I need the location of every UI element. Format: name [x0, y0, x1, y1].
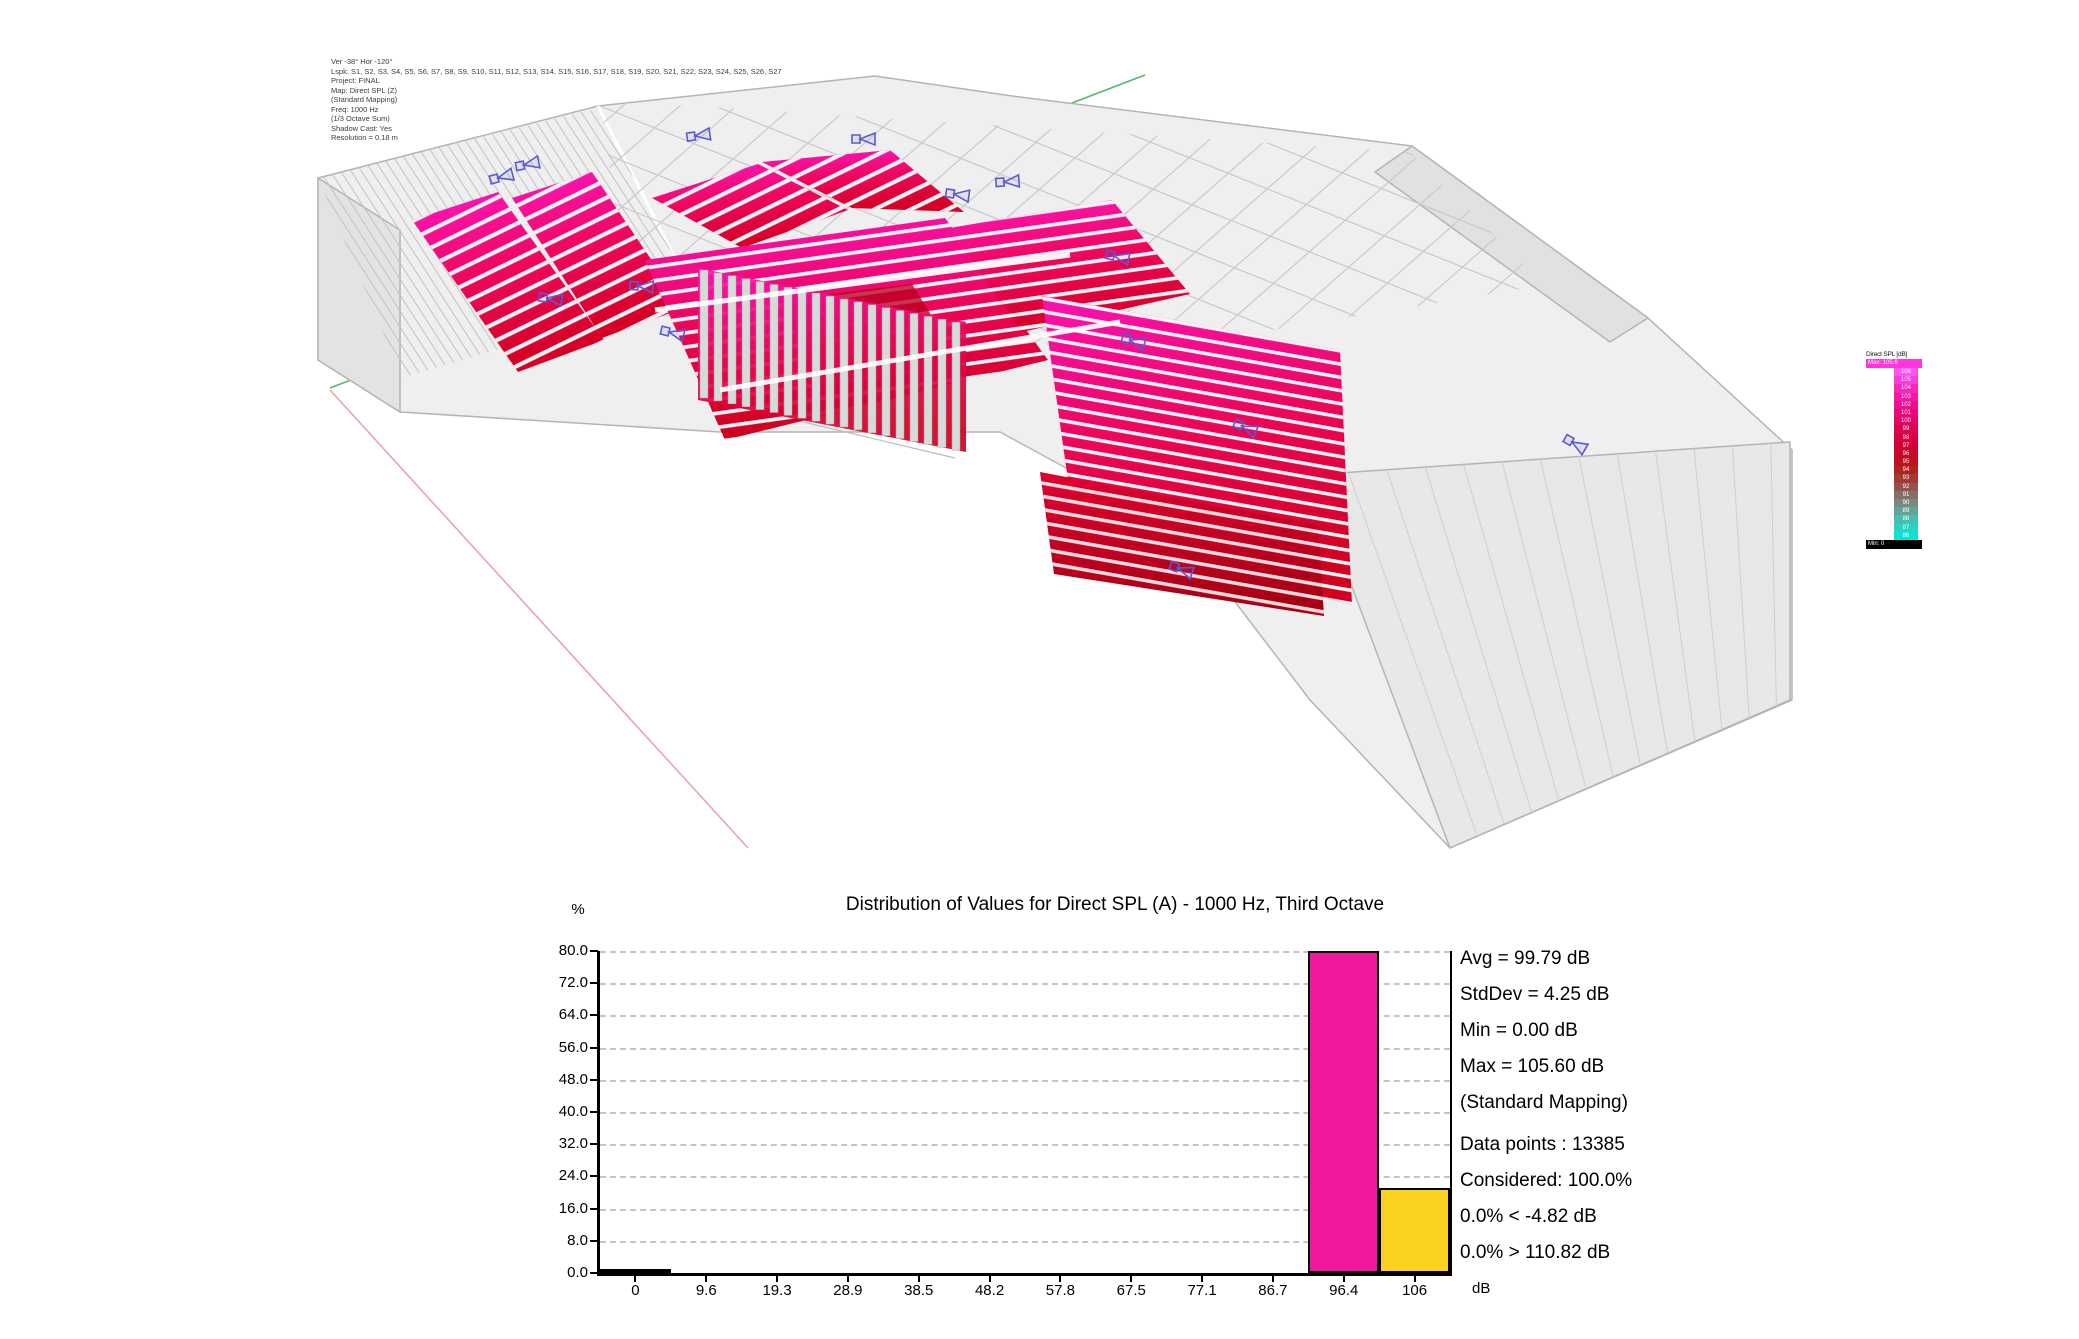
legend-tick: 86	[1894, 532, 1918, 540]
y-axis-tick	[590, 1111, 598, 1113]
y-axis-line	[330, 390, 748, 848]
x-axis-label: 77.1	[1187, 1282, 1217, 1299]
histogram-bar	[1308, 951, 1379, 1273]
stat-line: Considered: 100.0%	[1460, 1170, 1633, 1191]
y-axis-label: 24.0	[558, 1167, 588, 1185]
wall-slat	[938, 319, 946, 447]
map-info-line: (1/3 Octave Sum)	[331, 114, 390, 123]
x-axis-label: 57.8	[1045, 1282, 1075, 1299]
legend-title: Direct SPL [dB]	[1866, 351, 1908, 358]
y-axis-label: 32.0	[558, 1135, 588, 1153]
legend-tick: 103	[1894, 393, 1918, 401]
wall-slat	[910, 314, 918, 442]
x-axis-label: 9.6	[695, 1282, 717, 1299]
wall-slat	[952, 322, 960, 450]
stat-line: Min = 0.00 dB	[1460, 1020, 1578, 1041]
y-axis-tick	[590, 982, 598, 984]
legend-color-bar	[1894, 368, 1918, 540]
y-axis-tick	[590, 950, 598, 952]
x-axis-label: 48.2	[974, 1282, 1005, 1299]
stat-line: Max = 105.60 dB	[1460, 1056, 1605, 1077]
y-axis-tick	[590, 1047, 598, 1049]
x-axis-label: 106	[1402, 1282, 1428, 1299]
legend-tick: 100	[1894, 417, 1918, 425]
y-axis-label: 16.0	[558, 1199, 588, 1217]
stat-line: Avg = 99.79 dB	[1460, 948, 1591, 969]
x-axis-label: 96.4	[1329, 1282, 1359, 1299]
y-axis-tick	[590, 1240, 598, 1242]
x-axis-label: 67.5	[1116, 1282, 1146, 1299]
x-axis-label: 38.5	[904, 1282, 934, 1299]
legend-tick: 93	[1894, 474, 1918, 482]
x-axis-label: 86.7	[1258, 1282, 1288, 1299]
wall-slat	[924, 316, 932, 444]
x-axis-label: 28.9	[833, 1282, 863, 1299]
legend-tick: 105	[1894, 376, 1918, 384]
wall-slat	[812, 293, 820, 421]
legend-min-chip: Min: 0	[1866, 540, 1922, 549]
y-axis-label: 80.0	[558, 942, 588, 959]
histogram-bar	[1379, 1188, 1450, 1273]
wall-slat	[728, 276, 736, 404]
3d-model-view[interactable]	[300, 60, 1800, 860]
legend-tick: 106	[1894, 368, 1918, 376]
y-axis-label: 56.0	[558, 1038, 588, 1056]
wall-slat	[840, 299, 848, 427]
chart-y-unit-label: %	[571, 901, 585, 918]
wall-slat	[770, 285, 778, 413]
chart-title: Distribution of Values for Direct SPL (A) - 1000 Hz, Third Octave	[845, 894, 1385, 915]
y-axis-tick	[590, 1143, 598, 1145]
legend-tick: 92	[1894, 483, 1918, 491]
y-axis-tick	[590, 1272, 598, 1274]
stat-line: (Standard Mapping)	[1460, 1092, 1628, 1113]
map-info-line: Shadow Cast: Yes	[331, 123, 392, 133]
color-scale-legend	[1866, 351, 1922, 549]
map-info-line: Lspk: S1, S2, S3, S4, S5, S6, S7, S8, S9, S10, S11, S12, S13, S14, S15, S16, S17, S18, S19, S20, S21, S22, S23, S24, S25, S26, S27	[331, 66, 782, 76]
y-axis-label: 40.0	[558, 1103, 588, 1120]
legend-max-chip: Max: 105.6	[1866, 359, 1922, 368]
stats-panel-counts	[1460, 1127, 1632, 1271]
wall-slat	[784, 287, 792, 415]
legend-tick: 88	[1894, 515, 1918, 523]
y-axis-tick	[590, 1079, 598, 1081]
stat-line: 0.0% > 110.82 dB	[1460, 1242, 1611, 1263]
wall-slat	[714, 273, 722, 401]
wall-slat	[882, 308, 890, 436]
x-axis-label: 19.3	[762, 1282, 792, 1299]
legend-tick: 101	[1894, 409, 1918, 417]
map-info-line: Resolution = 0.18 m	[331, 133, 398, 142]
wall-slat	[896, 311, 904, 439]
y-axis-label: 8.0	[567, 1231, 588, 1249]
histogram-plot-area	[558, 942, 1452, 1299]
histogram-bar	[600, 1269, 671, 1273]
wall-slat	[700, 270, 708, 398]
y-axis-tick	[590, 1175, 598, 1177]
y-axis-label: 48.0	[558, 1070, 588, 1088]
stat-line: Data points : 13385	[1460, 1134, 1625, 1155]
legend-tick: 87	[1894, 524, 1918, 532]
y-axis-label: 0.0	[567, 1264, 588, 1281]
map-info-line: (Standard Mapping)	[331, 95, 398, 104]
wall-slat	[756, 282, 764, 410]
stat-line: StdDev = 4.25 dB	[1460, 984, 1610, 1005]
legend-tick: 94	[1894, 466, 1918, 474]
map-info-line: Project: FINAL	[331, 76, 380, 85]
legend-tick: 99	[1894, 425, 1918, 433]
map-info-line: Freq: 1000 Hz	[331, 104, 379, 114]
y-axis-label: 64.0	[558, 1006, 588, 1024]
map-info-line: Ver -38° Hor -120°	[331, 57, 393, 66]
legend-tick: 102	[1894, 401, 1918, 409]
legend-tick: 97	[1894, 442, 1918, 450]
wall-slat	[826, 296, 834, 424]
y-axis-label: 72.0	[558, 974, 588, 992]
y-axis-tick	[590, 1014, 598, 1016]
legend-tick: 104	[1894, 384, 1918, 392]
wall-slat	[868, 305, 876, 433]
chart-x-unit-label: dB	[1472, 1280, 1491, 1297]
legend-tick: 98	[1894, 434, 1918, 442]
stats-panel-summary	[1460, 941, 1628, 1121]
wall-slat	[798, 290, 806, 418]
legend-tick: 95	[1894, 458, 1918, 466]
stat-line: 0.0% < -4.82 dB	[1460, 1206, 1597, 1227]
legend-tick: 91	[1894, 491, 1918, 499]
legend-tick: 90	[1894, 499, 1918, 507]
legend-tick: 96	[1894, 450, 1918, 458]
x-axis-label: 0	[631, 1282, 640, 1299]
y-axis-tick	[590, 1208, 598, 1210]
legend-tick: 89	[1894, 507, 1918, 515]
map-info-line: Map: Direct SPL (Z)	[331, 85, 397, 95]
